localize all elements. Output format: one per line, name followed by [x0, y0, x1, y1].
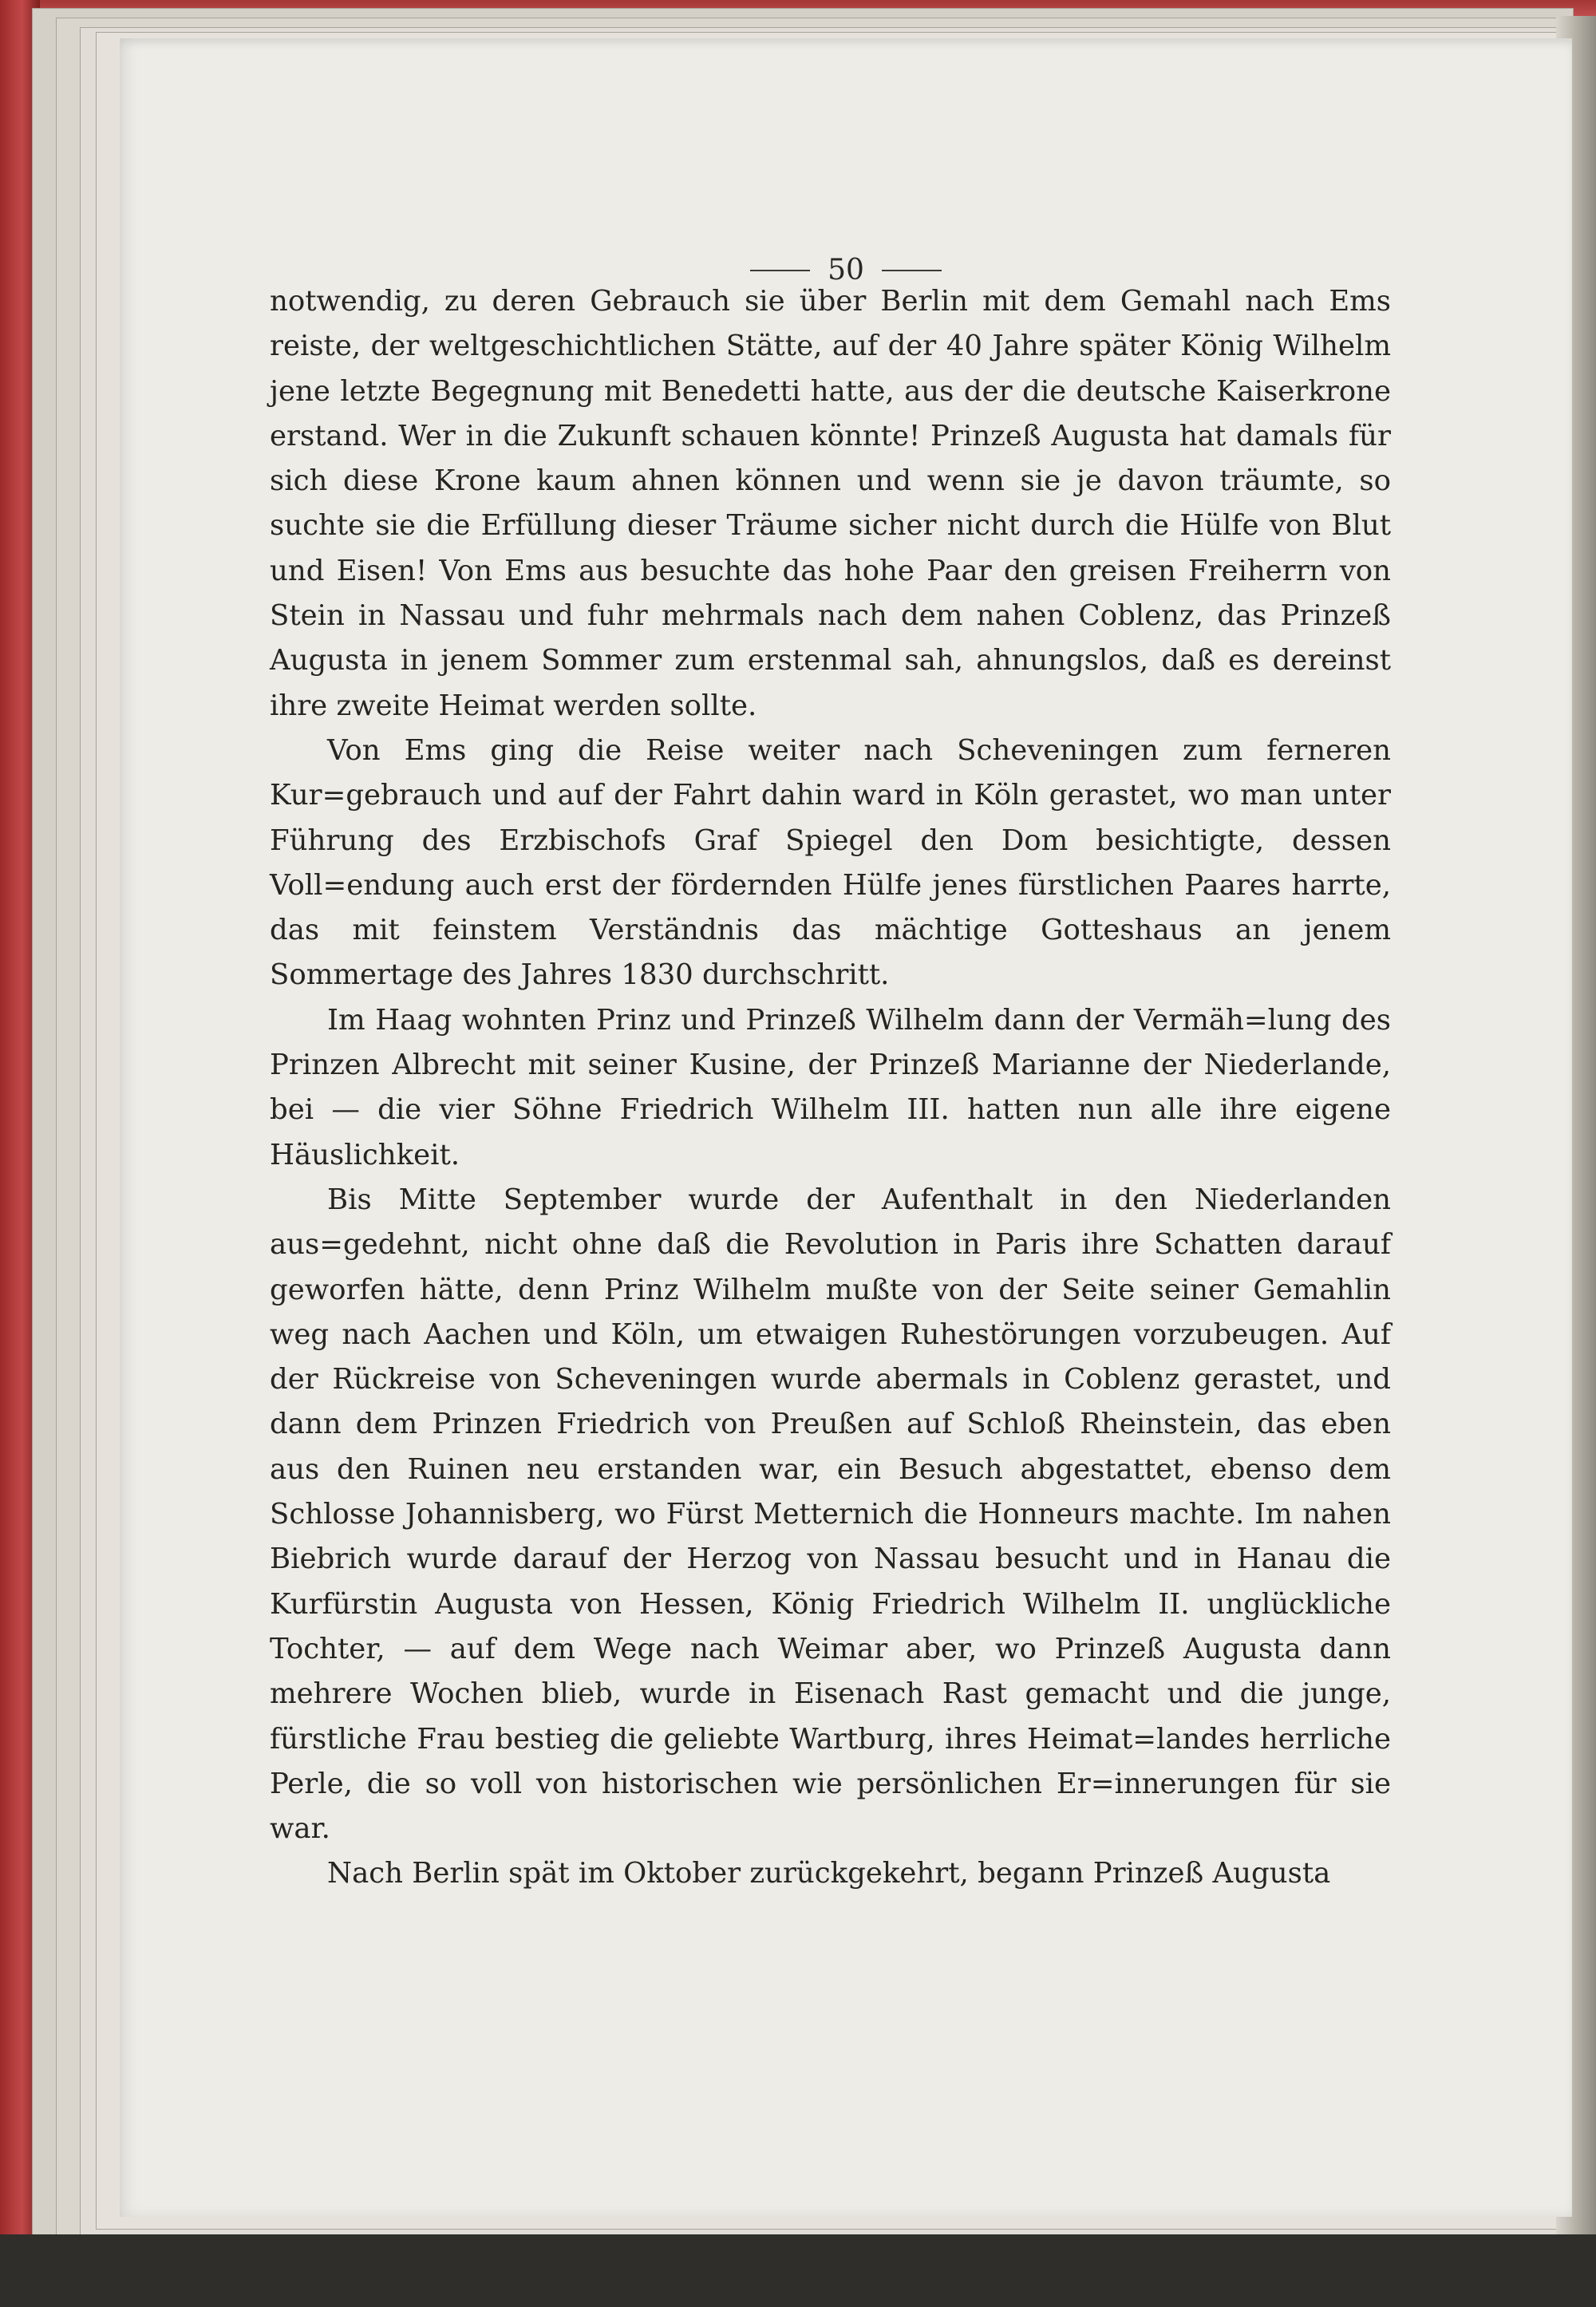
page-number: 50 — [828, 254, 864, 286]
paragraph: Von Ems ging die Reise weiter nach Scheveningen zum ferneren Kur=gebrauch und auf der Fahrt dahin ward in Köln gerastet, wo man unter Führung des Erzbischofs Graf Spiegel den Dom besichtigte, dessen Voll=endung auch erst der fördernden Hülfe jenes fürstlichen Paares harrte, das mit feinstem Verständnis das mächtige Gotteshaus an jenem Sommertage des Jahres 1830 durchschritt. — [270, 733, 1391, 992]
header-rule-left — [750, 270, 810, 271]
paragraph: Im Haag wohnten Prinz und Prinzeß Wilhelm dann der Vermäh=lung des Prinzen Albrecht mit seiner Kusine, der Prinzeß Marianne der Niederlande, bei — die vier Söhne Friedrich Wilhelm III. hatten nun alle ihre eigene Häuslichkeit. — [270, 1003, 1391, 1171]
paragraph: Bis Mitte September wurde der Aufenthalt in den Niederlanden aus=gedehnt, nicht ohne daß die Revolution in Paris ihre Schatten darauf geworfen hätte, denn Prinz Wilhelm mußte von der Seite seiner Gemahlin weg nach Aachen und Köln, um etwaigen Ruhestörungen vorzubeugen. Auf der Rückreise von Scheveningen wurde abermals in Coblenz gerastet, und dann dem Prinzen Friedrich von Preußen auf Schloß Rheinstein, das eben aus den Ruinen neu erstanden war, ein Besuch abgestattet, ebenso dem Schlosse Johannisberg, wo Fürst Metternich die Honneurs machte. Im nahen Biebrich wurde darauf der Herzog von Nassau besucht und in Hanau die Kurfürstin Augusta von Hessen, König Friedrich Wilhelm II. unglückliche Tochter, — auf dem Wege nach Weimar aber, wo Prinzeß Augusta dann mehrere Wochen blieb, wurde in Eisenach Rast gemacht und die junge, fürstliche Frau bestieg die geliebte Wartburg, ihres Heimat=landes herrliche Perle, die so voll von historischen wie persönlichen Er=innerungen für sie war. — [270, 1183, 1391, 1846]
paragraph: notwendig, zu deren Gebrauch sie über Berlin mit dem Gemahl nach Ems reiste, der weltgeschichtlichen Stätte, auf der 40 Jahre später König Wilhelm jene letzte Begegnung mit Benedetti hatte, aus der die deutsche Kaiserkrone erstand. Wer in die Zukunft schauen könnte! Prinzeß Augusta hat damals für sich diese Krone kaum ahnen können und wenn sie je davon träumte, so suchte sie die Erfüllung dieser Träume sicher nicht durch die Hülfe von Blut und Eisen! Von Ems aus besuchte das hohe Paar den greisen Freiherrn von Stein in Nassau und fuhr mehrmals nach dem nahen Coblenz, das Prinzeß Augusta in jenem Sommer zum erstenmal sah, ahnungslos, daß es dereinst ihre zweite Heimat werden sollte. — [270, 285, 1391, 722]
paragraph: Nach Berlin spät im Oktober zurückgekehrt, begann Prinzeß Augusta — [327, 1857, 1331, 1890]
scan-background — [0, 2234, 1596, 2307]
body-text — [270, 279, 1391, 1897]
header-rule-right — [882, 270, 942, 271]
